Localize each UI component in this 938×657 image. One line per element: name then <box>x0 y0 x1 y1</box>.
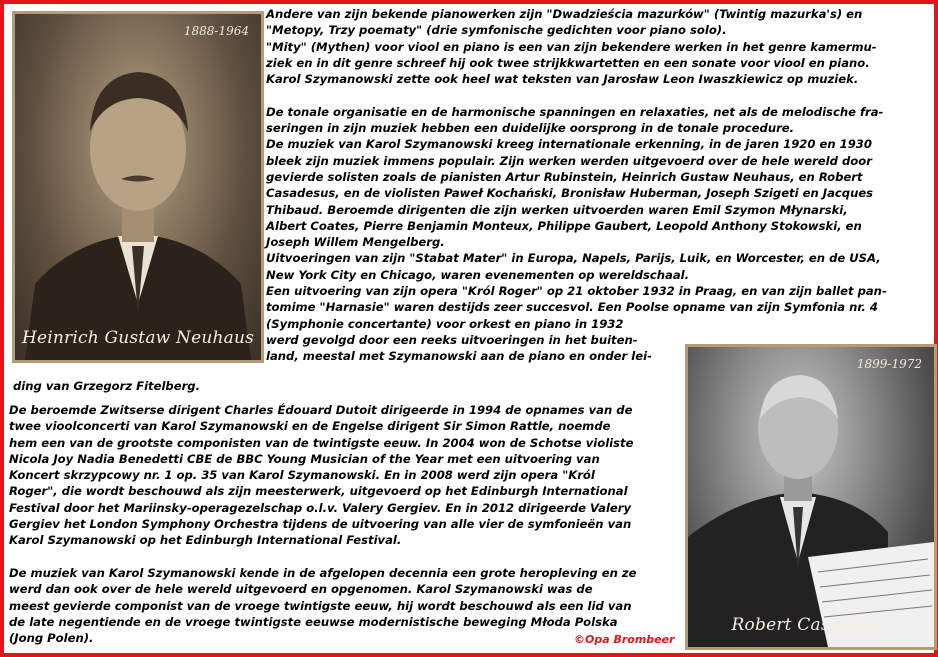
text-top-line: Joseph Willem Mengelberg. <box>266 235 445 250</box>
text-top-line: Uitvoeringen van zijn "Stabat Mater" in Europa, Napels, Parijs, Luik, en Worcester, en de USA, <box>266 251 881 266</box>
neuhaus-years: 1888-1964 <box>183 24 249 38</box>
text-bottom-line: De muziek van Karol Szymanowski kende in de afgelopen decennia een grote heropleving en ze <box>9 565 637 580</box>
text-top-line <box>266 87 887 103</box>
text-bottom-line: De beroemde Zwitserse dirigent Charles Édouard Dutoit dirigeerde in 1994 de opnames van de <box>9 403 633 417</box>
text-block-bottom <box>9 402 636 646</box>
text-top-line: Casadesus, en de violisten Paweł Kochański, Bronisław Huberman, Joseph Szigeti en Jacques <box>266 186 874 201</box>
casadesus-years: 1899-1972 <box>856 357 922 371</box>
text-bottom-line: (Jong Polen). <box>9 631 94 646</box>
text-top-line: gevierde solisten zoals de pianisten Artur Rubinstein, Heinrich Gustaw Neuhaus, en Robert <box>266 169 863 184</box>
photo-robert-casadesus <box>685 344 937 650</box>
text-bottom-line: Karol Szymanowski op het Edinburgh International Festival. <box>9 533 402 548</box>
text-top-line: tomime "Harnasie" waren destijds zeer succesvol. Een Poolse opname van zijn Symfonia nr. 4 <box>266 300 878 315</box>
text-top-line: "Metopy, Trzy poematy" (drie symfonische gedichten voor piano solo). <box>266 23 727 38</box>
text-bottom-line: Gergiev het London Symphony Orchestra tijdens de uitvoering van alle vier de symfonieën van <box>9 517 632 532</box>
text-bottom-line: twee vioolconcerti van Karol Szymanowski en de Engelse dirigent Sir Simon Rattle, noemde <box>9 419 611 434</box>
text-top-line: Andere van zijn bekende pianowerken zijn "Dwadzieścia mazurków" (Twintig mazurka's) en <box>266 7 863 21</box>
text-bottom-line: Roger", die wordt beschouwd als zijn meesterwerk, uitgevoerd op het Edinburgh International <box>9 484 628 499</box>
neuhaus-portrait <box>15 14 261 360</box>
text-bottom-line: werd dan ook over de hele wereld uitgevoerd en opgenomen. Karol Szymanowski was de <box>9 582 593 597</box>
text-top-line: Thibaud. Beroemde dirigenten die zijn werken uitvoerden waren Emil Szymon Młynarski, <box>266 202 848 217</box>
text-block-top <box>266 6 887 365</box>
text-top-line: Albert Coates, Pierre Benjamin Monteux, Philippe Gaubert, Leopold Anthony Stokowski, en <box>266 218 862 233</box>
text-top-line: De muziek van Karol Szymanowski kreeg internationale erkenning, in de jaren 1920 en 1930 <box>266 137 872 152</box>
text-bottom-line: meest gevierde componist van de vroege twintigste eeuw, hij wordt beschouwd als een lid van <box>9 598 632 613</box>
text-top-line: New York City en Chicago, waren evenementen op wereldschaal. <box>266 267 690 282</box>
text-top-line: "Mity" (Mythen) voor viool en piano is een van zijn bekendere werken in het genre kamermu- <box>266 39 877 54</box>
text-bottom-line <box>9 549 636 565</box>
text-bottom-line: de late negentiende en de vroege twintigste eeuwse modernistische beweging Młoda Polska <box>9 614 618 629</box>
text-top-line: (Symphonie concertante) voor orkest en piano in 1932 <box>266 316 624 331</box>
text-top-line: land, meestal met Szymanowski aan de piano en onder lei- <box>266 349 652 364</box>
text-bottom-line: hem een van de grootste componisten van de twintigste eeuw. In 2004 won de Schotse violiste <box>9 435 634 450</box>
text-bottom-line: Festival door het Mariinsky-operagezelschap o.l.v. Valery Gergiev. En in 2012 dirigeerde Valery <box>9 500 632 515</box>
text-bottom-line: Nicola Joy Nadia Benedetti CBE de BBC Young Musician of the Year met een uitvoering van <box>9 451 600 466</box>
text-bottom-line: Koncert skrzypcowy nr. 1 op. 35 van Karol Szymanowski. En in 2008 werd zijn opera "Król <box>9 468 595 483</box>
watermark-signature: ©Opa Brombeer <box>574 633 675 646</box>
casadesus-portrait <box>688 347 934 647</box>
text-top-line: Karol Szymanowski zette ook heel wat teksten van Jarosław Leon Iwaszkiewicz op muziek. <box>266 72 859 87</box>
text-top-line: ziek en in dit genre schreef hij ook twee strijkkwartetten en een sonate voor viool en piano. <box>266 55 870 70</box>
text-top-line: Een uitvoering van zijn opera "Król Roger" op 21 oktober 1932 in Praag, en van zijn ballet pan- <box>266 284 887 299</box>
neuhaus-caption: Heinrich Gustaw Neuhaus <box>21 328 255 348</box>
text-top-line: De tonale organisatie en de harmonische spanningen en relaxaties, net als de melodische fra- <box>266 104 884 119</box>
text-line-fitelberg: ding van Grzegorz Fitelberg. <box>13 379 201 393</box>
text-top-line: seringen in zijn muziek hebben een duidelijke oorsprong in de tonale procedure. <box>266 121 795 136</box>
casadesus-caption: Robert Casadesus <box>731 615 891 635</box>
text-top-line: werd gevolgd door een reeks uitvoeringen in het buiten- <box>266 332 638 347</box>
photo-heinrich-gustaw-neuhaus <box>12 11 264 363</box>
text-top-line: bleek zijn muziek immens populair. Zijn werken werden uitgevoerd over de hele wereld door <box>266 153 872 168</box>
